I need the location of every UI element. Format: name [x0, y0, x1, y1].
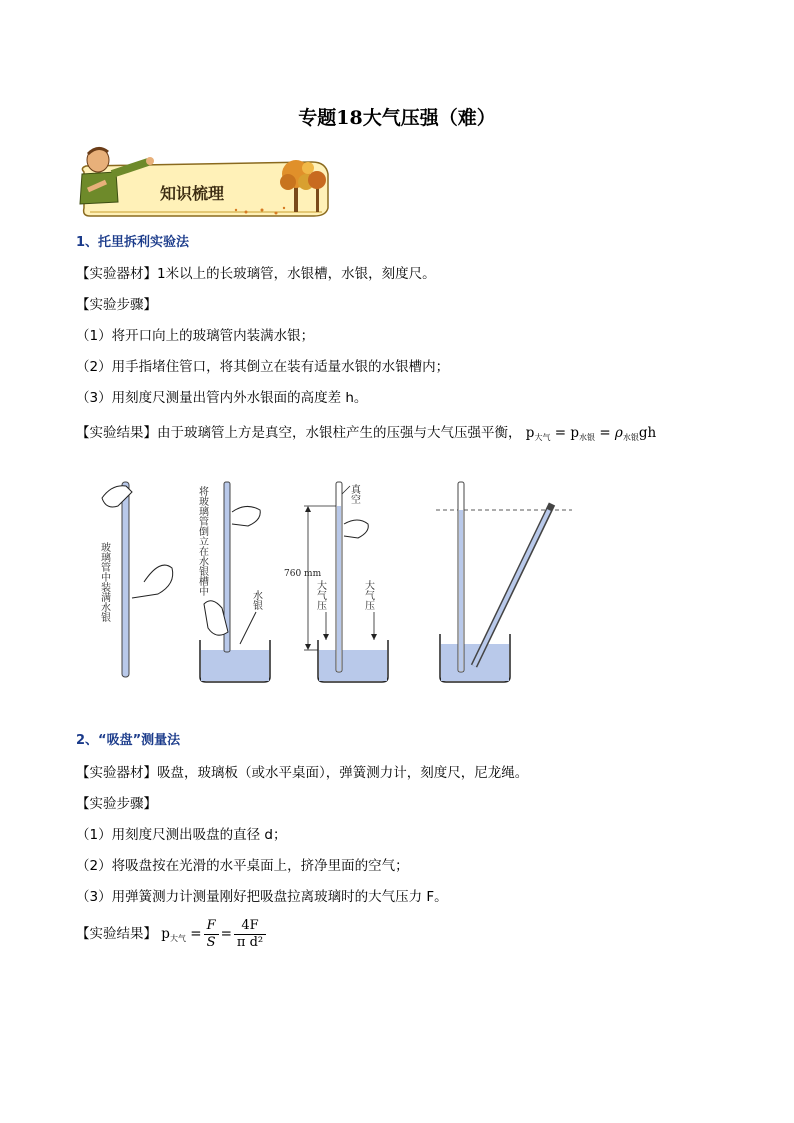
label-invert: 将玻璃管倒立在水银槽中 — [196, 486, 208, 596]
suction-formula: $p_{大气}$ = $\frac{F}{S}$ = $\frac{4F}{\text{π d²}}$ — [161, 926, 268, 942]
label-atm-right: 大气压 — [362, 580, 374, 610]
result-label: 【实验结果】 — [76, 425, 157, 441]
page-title: 专题18大气压强（难） — [298, 107, 496, 129]
label-mercury: 水银 — [250, 590, 262, 610]
tube-invert-icon — [200, 482, 270, 682]
section-banner — [76, 142, 334, 218]
label-fill: 玻璃管中装满水银 — [98, 542, 110, 622]
pressure-formula: $p_{大气} = p_{水银} = \rho_{水银}gh$ — [525, 425, 657, 442]
section-heading-2: 2、“吸盘”测量法 — [76, 733, 181, 748]
banner-label: 知识梳理 — [160, 184, 225, 203]
step-3-2: （3）用弹簧测力计测量刚好把吸盘拉离玻璃时的大气压力 F。 — [76, 889, 448, 905]
label-height: 760 mm — [284, 569, 322, 579]
result-line-2 — [76, 918, 268, 951]
tube-tilt-icon — [436, 482, 572, 682]
torricelli-figure — [92, 472, 592, 694]
result-text: 由于玻璃管上方是真空，水银柱产生的压强与大气压强平衡， — [157, 425, 522, 441]
step-1: （1）将开口向上的玻璃管内装满水银； — [76, 328, 315, 344]
step-2-2: （2）将吸盘按在光滑的水平桌面上，挤净里面的空气； — [76, 858, 409, 874]
section-heading: 1、托里拆利实验法 — [76, 235, 190, 250]
label-vacuum: 真空 — [348, 484, 360, 504]
result-line — [76, 421, 656, 443]
result-label-2: 【实验结果】 — [76, 926, 157, 942]
materials-label-2: 【实验器材】 — [76, 765, 157, 781]
materials-line-2 — [76, 761, 528, 781]
label-atm-left: 大气压 — [314, 580, 326, 610]
step-1-2: （1）用刻度尺测出吸盘的直径 d； — [76, 827, 287, 843]
materials-label: 【实验器材】 — [76, 266, 157, 282]
materials-text: 1米以上的长玻璃管，水银槽，水银，刻度尺。 — [157, 266, 436, 282]
tube-filled-icon — [102, 482, 173, 677]
materials-line — [76, 262, 436, 282]
steps-label-2: 【实验步骤】 — [76, 796, 157, 812]
materials-text-2: 吸盘，玻璃板（或水平桌面），弹簧测力计，刻度尺，尼龙绳。 — [157, 765, 529, 781]
steps-label: 【实验步骤】 — [76, 297, 157, 313]
step-3: （3）用刻度尺测量出管内外水银面的高度差 h。 — [76, 390, 368, 406]
step-2: （2）用手指堵住管口，将其倒立在装有适量水银的水银槽内； — [76, 359, 450, 375]
